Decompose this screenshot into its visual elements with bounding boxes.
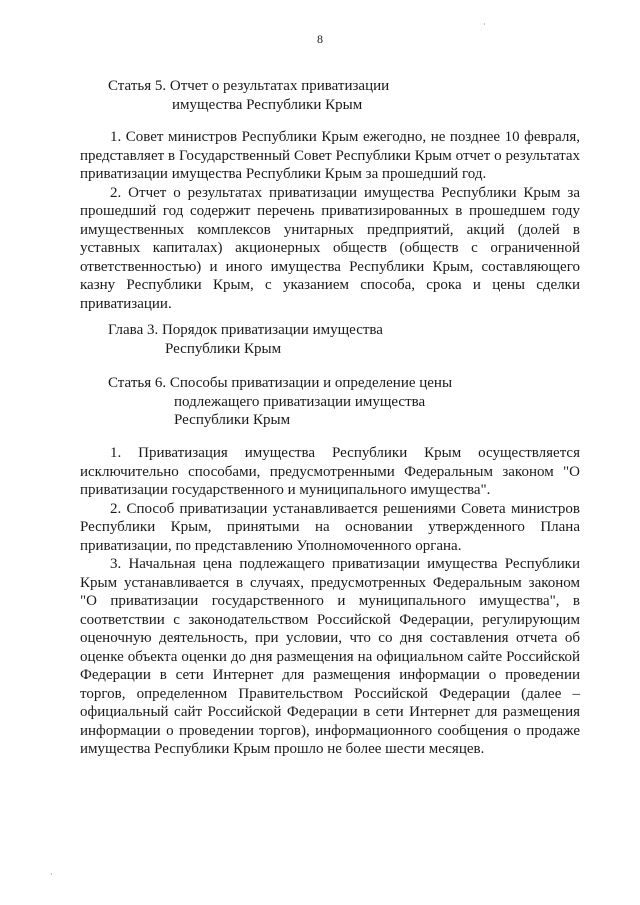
article6-heading-line3: Республики Крым <box>174 412 291 428</box>
paragraph: 1. Приватизация имущества Республики Крым осуществляется исключительно способами, предусмотренными Федеральным законом "О приватизации государственного и муниципального имущества". <box>80 445 580 498</box>
article6-body <box>80 444 580 759</box>
paragraph: 2. Способ приватизации устанавливается решениями Совета министров Республики Крым, принятыми на основании утвержденного Плана приватизации, по представлению Уполномоченного органа. <box>80 500 580 554</box>
article5-body <box>80 128 580 313</box>
article6-heading <box>108 374 452 430</box>
paragraph: 2. Отчет о результатах приватизации имущества Республики Крым за прошедший год содержит перечень приватизированных в прошедшем году имущественных комплексов унитарных предприятий, акций (долей в уставных капиталах) акционерных обществ (обществ с ограниченной ответственностью) и иного имущества Республики Крым, составляющего казну Республики Крым, с указанием способа, срока и цены сделки приватизации. <box>80 184 580 312</box>
chapter3-heading <box>108 321 383 358</box>
paragraph: 3. Начальная цена подлежащего приватизации имущества Республики Крым устанавливается в случаях, предусмотренных Федеральным законом "О приватизации государственного и муниципального имущества", в соответствии с законодательством Российской Федерации, регулирующим оценочную деятельность, при условии, что со дня составления отчета об оценке объекта оценки до дня размещения на официальном сайте Российской Федерации в сети Интернет для размещения информации о проведении торгов, определенном Правительством Российской Федерации (далее – официальный сайт Российской Федерации в сети Интернет для размещения информации о проведении торгов), информационного сообщения о продаже имущества Республики Крым прошло не более шести месяцев. <box>80 556 580 757</box>
paragraph: 1. Совет министров Республики Крым ежегодно, не позднее 10 февраля, представляет в Государственный Совет Республики Крым отчет о результатах приватизации имущества Республики Крым за прошедший год. <box>80 129 580 182</box>
article6-heading-line2: подлежащего приватизации имущества <box>174 393 426 410</box>
article5-heading-line2: имущества Республики Крым <box>172 96 363 113</box>
page-number: 8 <box>317 32 323 46</box>
chapter3-heading-line2: Республики Крым <box>165 340 282 357</box>
article5-heading <box>108 77 389 114</box>
chapter3-heading-line1: Глава 3. Порядок приватизации имущества <box>108 322 383 338</box>
scan-speck: · <box>50 870 53 879</box>
article6-heading-line1: Статья 6. Способы приватизации и определение цены <box>108 375 453 391</box>
scan-speck: · <box>483 20 486 29</box>
article5-heading-line1: Статья 5. Отчет о результатах приватизации <box>108 78 390 94</box>
